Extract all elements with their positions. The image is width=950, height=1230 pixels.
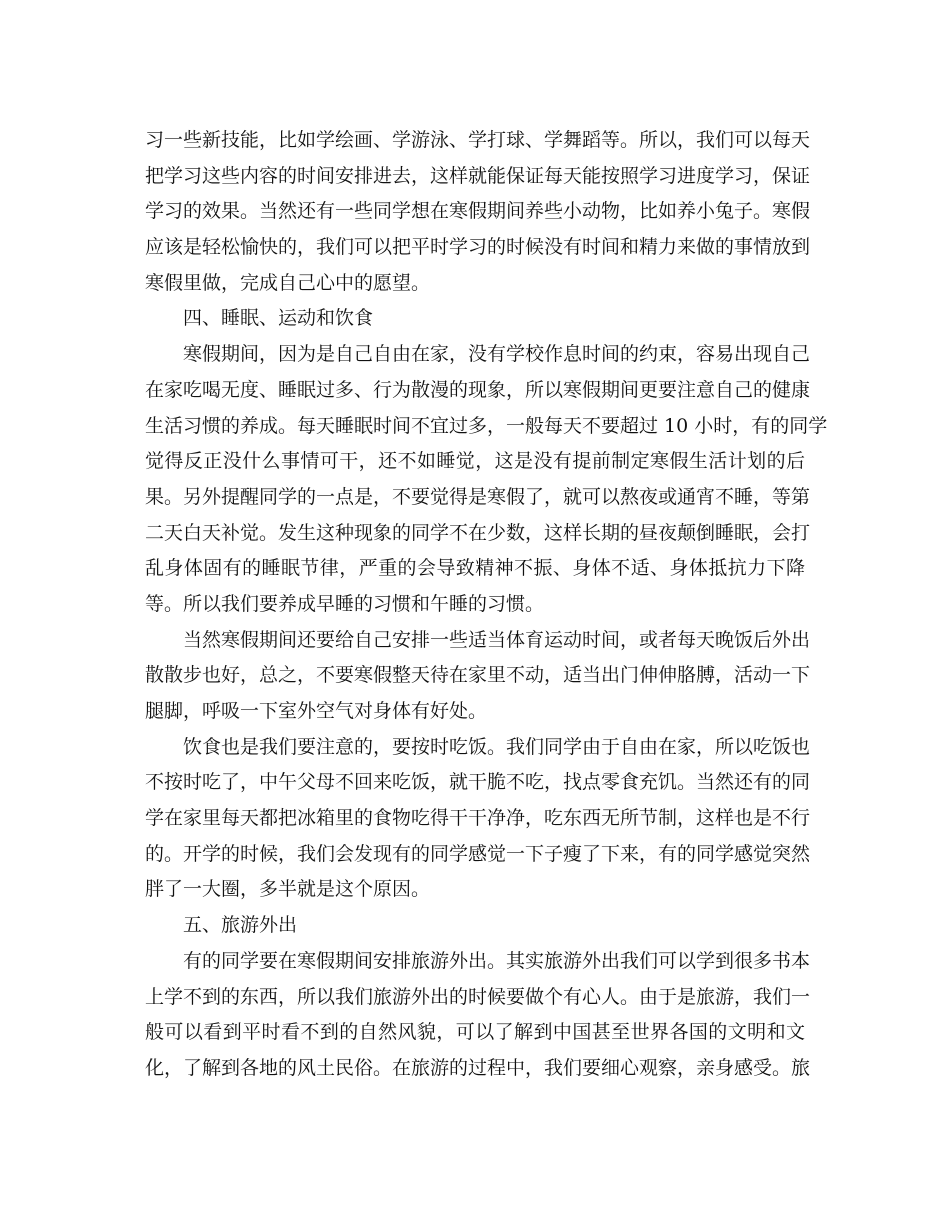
document-body — [145, 123, 828, 1087]
text-line: 化，了解到各地的风土民俗。在旅游的过程中，我们要细心观察，亲身感受。旅 — [145, 1056, 811, 1079]
text-line: 二天白天补觉。发生这种现象的同学不在少数，这样长期的昼夜颠倒睡眠，会打 — [145, 521, 811, 544]
text-line: 胖了一大圈，多半就是这个原因。 — [145, 878, 431, 901]
text-line: 果。另外提醒同学的一点是，不要觉得是寒假了，就可以熬夜或通宵不睡，等第 — [145, 485, 811, 508]
text-line: 散散步也好，总之，不要寒假整天待在家里不动，适当出门伸伸胳膊，活动一下 — [145, 664, 811, 687]
text-line: 上学不到的东西，所以我们旅游外出的时候要做个有心人。由于是旅游，我们一 — [145, 985, 811, 1008]
text-line: 寒假期间，因为是自己自由在家，没有学校作息时间的约束，容易出现自己 — [183, 343, 811, 366]
text-line: 不按时吃了，中午父母不回来吃饭，就干脆不吃，找点零食充饥。当然还有的同 — [145, 771, 811, 794]
text-line: 当然寒假期间还要给自己安排一些适当体育运动时间，或者每天晚饭后外出 — [183, 628, 811, 651]
text-line: 生活习惯的养成。每天睡眠时间不宜过多，一般每天不要超过 10 小时，有的同学 — [145, 414, 828, 437]
text-line: 觉得反正没什么事情可干，还不如睡觉，这是没有提前制定寒假生活计划的后 — [145, 450, 805, 473]
text-line: 腿脚，呼吸一下室外空气对身体有好处。 — [145, 700, 488, 722]
text-line: 在家吃喝无度、睡眠过多、行为散漫的现象，所以寒假期间更要注意自己的健康 — [145, 378, 811, 401]
section-heading: 四、睡眠、运动和饮食 — [183, 307, 374, 330]
text-line: 乱身体固有的睡眠节律，严重的会导致精神不振、身体不适、身体抵抗力下降 — [145, 557, 805, 580]
text-line: 习一些新技能，比如学绘画、学游泳、学打球、学舞蹈等。所以，我们可以每天 — [145, 129, 811, 151]
text-line: 饮食也是我们要注意的，要按时吃饭。我们同学由于自由在家，所以吃饭也 — [183, 735, 811, 758]
text-line: 寒假里做，完成自己心中的愿望。 — [145, 271, 431, 294]
text-line: 等。所以我们要养成早睡的习惯和午睡的习惯。 — [145, 592, 545, 615]
section-heading: 五、旅游外出 — [183, 914, 298, 937]
text-line: 把学习这些内容的时间安排进去，这样就能保证每天能按照学习进度学习，保证 — [145, 164, 811, 187]
text-line: 学在家里每天都把冰箱里的食物吃得干干净净，吃东西无所节制，这样也是不行 — [145, 807, 811, 830]
text-line: 学习的效果。当然还有一些同学想在寒假期间养些小动物，比如养小兔子。寒假 — [145, 200, 811, 223]
text-line: 的。开学的时候，我们会发现有的同学感觉一下子瘦了下来，有的同学感觉突然 — [145, 842, 811, 865]
text-line: 有的同学要在寒假期间安排旅游外出。其实旅游外出我们可以学到很多书本 — [183, 949, 811, 972]
text-line: 般可以看到平时看不到的自然风貌，可以了解到中国甚至世界各国的文明和文 — [145, 1021, 805, 1044]
text-line: 应该是轻松愉快的，我们可以把平时学习的时候没有时间和精力来做的事情放到 — [145, 236, 811, 259]
